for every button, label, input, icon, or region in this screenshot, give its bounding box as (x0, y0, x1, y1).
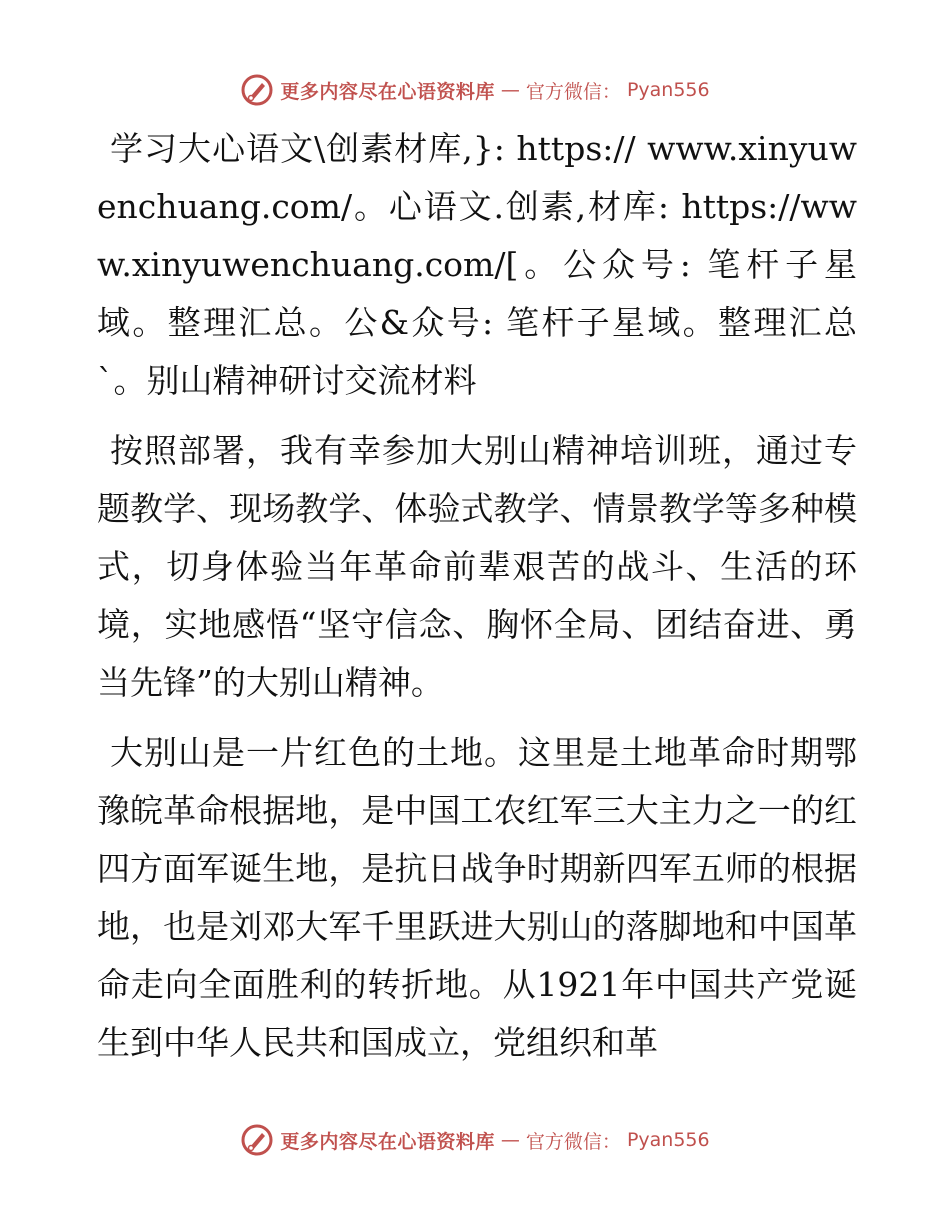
header-watermark-banner (0, 70, 950, 110)
pen-logo-icon (240, 73, 274, 107)
banner-official-label: 官方微信： (525, 80, 621, 103)
pen-logo-icon (240, 1123, 274, 1157)
paragraph-history (97, 724, 857, 1072)
paragraph-intro-text: 学习大心语文\创素材库,}: https:// www.xinyuwenchuang.com/。心语文.创素,材库: https://www.xinyuwenchuang.com/[。公众号: 笔杆子星域。整理汇总。公&众号: 笔杆子星域。整理汇总`。别山精神研讨交流材料 (97, 129, 857, 400)
footer-watermark-banner (0, 1120, 950, 1160)
banner-separator: — (500, 1129, 520, 1151)
paragraph-intro (97, 120, 857, 410)
paragraph-history-text: 大别山是一片红色的土地。这里是土地革命时期鄂豫皖革命根据地，是中国工农红军三大主力之一的红四方面军诞生地，是抗日战争时期新四军五师的根据地，也是刘邓大军千里跃进大别山的落脚地和中国革命走向全面胜利的转折地。从1921年中国共产党诞生到中华人民共和国成立，党组织和革 (97, 733, 857, 1062)
document-body (97, 120, 857, 1072)
banner-separator: — (500, 79, 520, 101)
banner-wechat-id: Pyan556 (626, 79, 710, 101)
banner-title: 更多内容尽在心语资料库 (280, 1130, 495, 1153)
banner-title: 更多内容尽在心语资料库 (280, 80, 495, 103)
paragraph-training-text: 按照部署，我有幸参加大别山精神培训班，通过专题教学、现场教学、体验式教学、情景教学等多种模式，切身体验当年革命前辈艰苦的战斗、生活的环境，实地感悟“坚守信念、胸怀全局、团结奋进、勇当先锋”的大别山精神。 (97, 431, 857, 702)
paragraph-training (97, 422, 857, 712)
banner-official-label: 官方微信： (525, 1130, 621, 1153)
banner-wechat-id: Pyan556 (626, 1129, 710, 1151)
